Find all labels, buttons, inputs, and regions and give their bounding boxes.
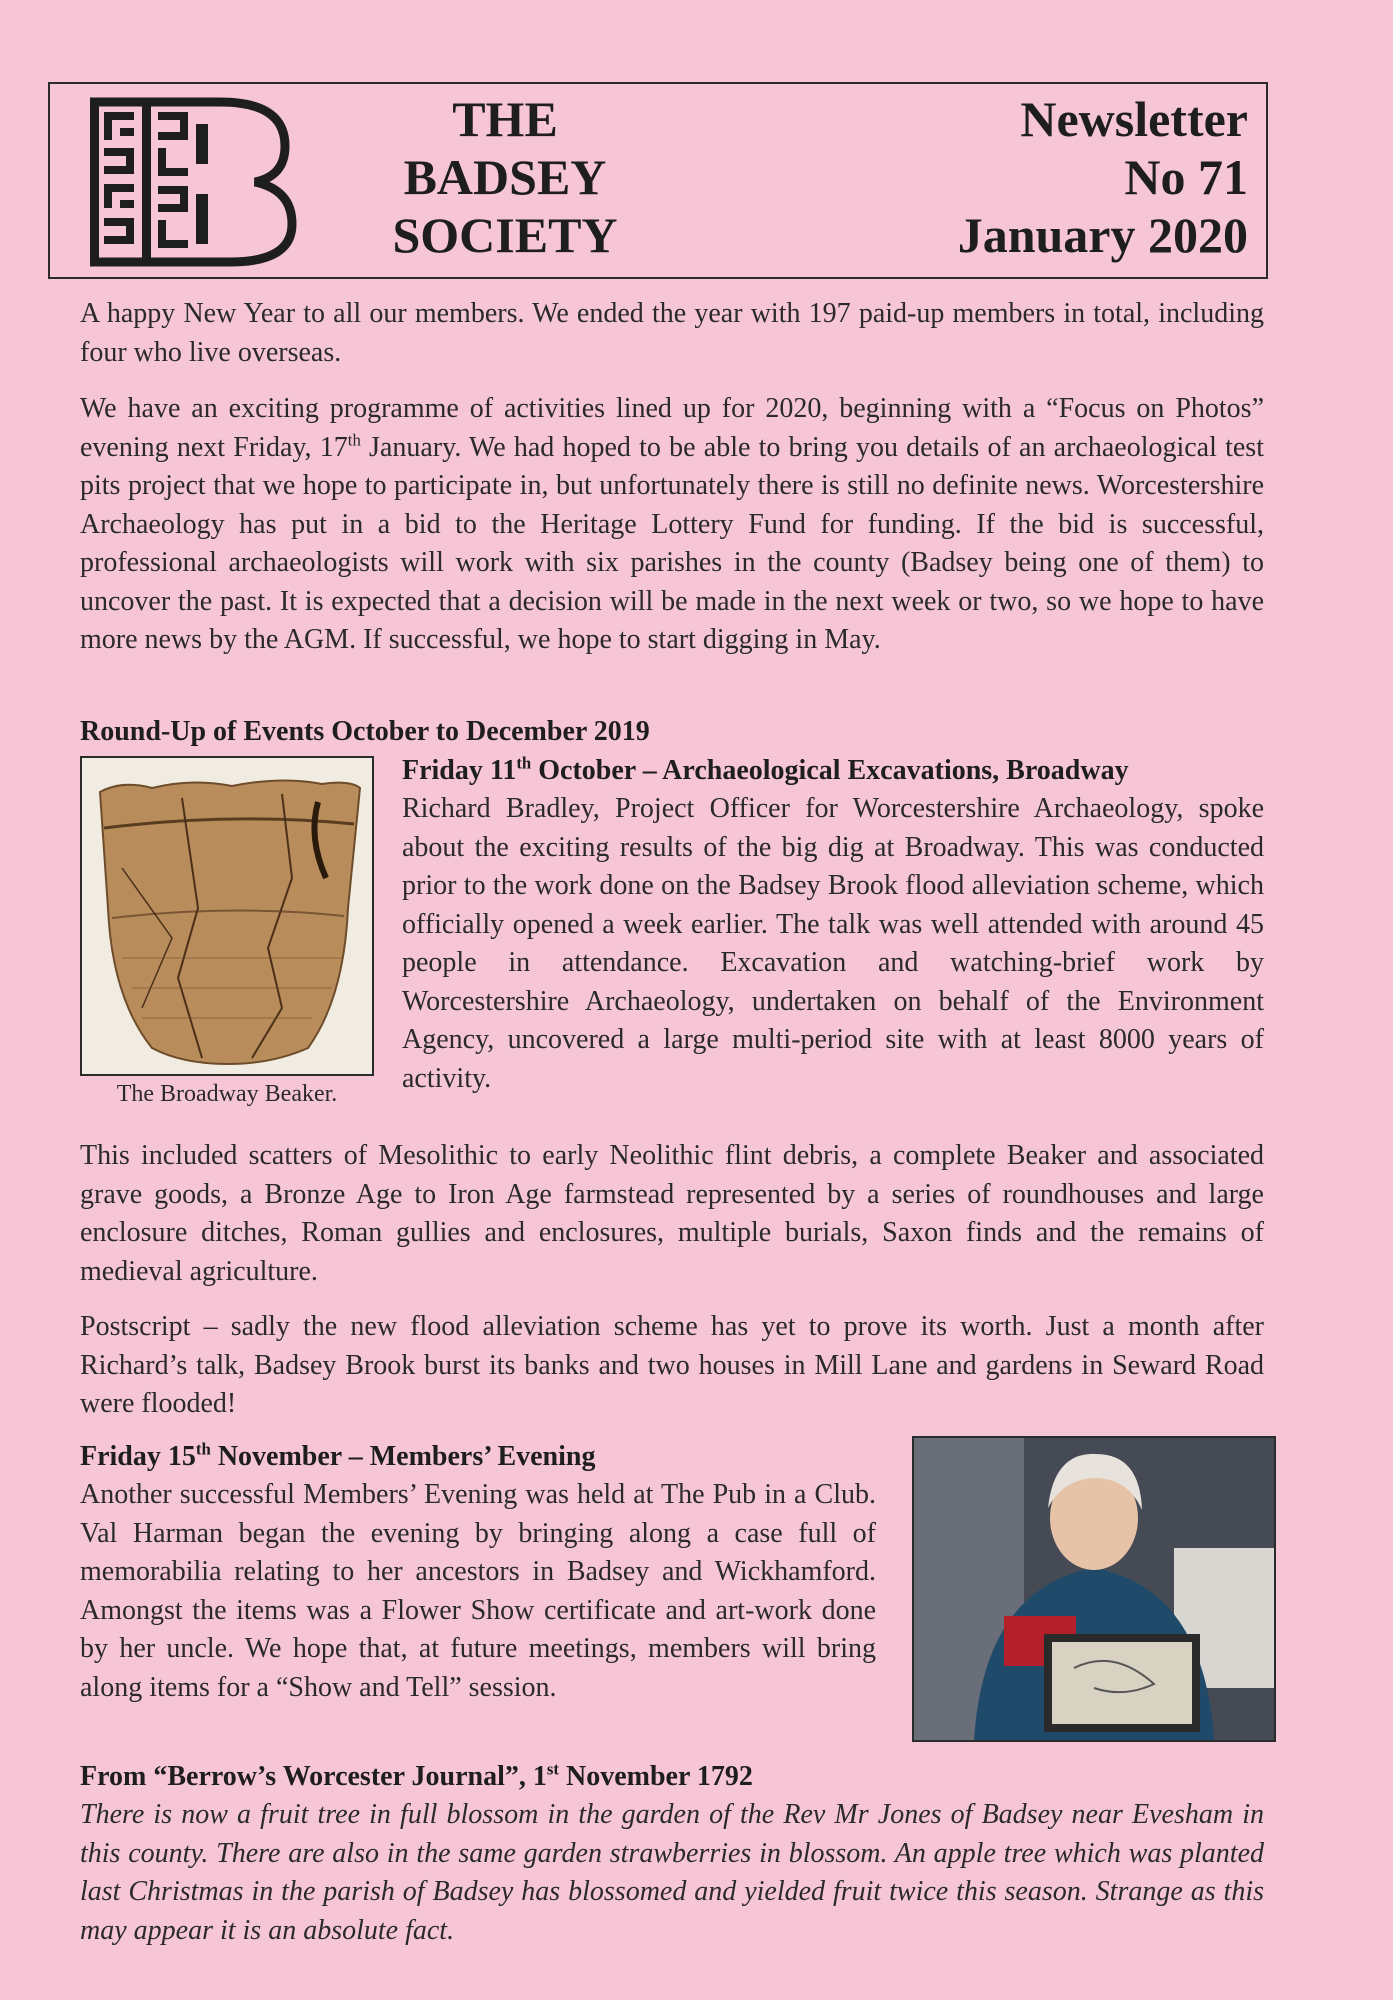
event1-heading: [402, 752, 1129, 790]
masthead: [48, 82, 1268, 279]
berrows-heading-sup: st: [546, 1759, 559, 1779]
society-name-line2: BADSEY: [403, 149, 607, 205]
event2-heading-text: Friday 15: [80, 1441, 196, 1472]
event2-heading-sup: th: [195, 1439, 211, 1459]
intro-paragraph-2: We have an exciting programme of activities lined up for 2020, beginning with a “Focus on Photos” evening next Friday, 17th January. We had hoped to be able to bring you details of an archaeological test pits project that we hope to participate in, but unfortunately there is still no definite news. Worcestershire Archaeology has put in a bid to the Heritage Lottery Fund for funding. If the bid is successful, professional archaeologists will work with six parishes in the county (Badsey being one of them) to uncover the past. It is expected that a decision will be made in the next week or two, so we hope to have more news by the AGM. If successful, we hope to start digging in May.: [80, 393, 1264, 655]
event1-heading-sup: th: [516, 753, 532, 773]
event1-body: Richard Bradley, Project Officer for Worcestershire Archaeology, spoke about the exciting results of the big dig at Broadway. This was conducted prior to the work done on the Badsey Brook flood alleviation scheme, which officially opened a week earlier. The talk was well attended with around 45 people in attendance. Excavation and watching-brief work by Worcestershire Archaeology, undertaken on behalf of the Environment Agency, uncovered a large multi-period site with at least 8000 years of activity.: [402, 793, 1264, 1094]
berrows-heading-text: From “Berrow’s Worcester Journal”, 1: [80, 1761, 547, 1792]
event2-heading: [80, 1438, 595, 1476]
society-name-line1: THE: [452, 91, 558, 147]
event1-continuation: This included scatters of Mesolithic to early Neolithic flint debris, a complete Beaker and associated grave goods, a Bronze Age to Iron Age farmstead represented by a series of roundhouses and large enclosure ditches, Roman gullies and enclosures, multiple burials, Saxon finds and the remains of medieval agriculture.: [80, 1140, 1264, 1287]
newsletter-issue: [828, 90, 1248, 264]
event2-body: Another successful Members’ Evening was held at The Pub in a Club. Val Harman began the evening by bringing along a case full of memorabilia relating to her ancestors in Badsey and Wickhamford. Amongst the items was a Flower Show certificate and art-work done by her uncle. We hope that, at future meetings, members will bring along items for a “Show and Tell” session.: [80, 1479, 876, 1703]
roundup-heading: Round-Up of Events October to December 2019: [80, 716, 650, 747]
date-ordinal-sup: th: [347, 430, 361, 450]
intro-paragraph-1: A happy New Year to all our members. We ended the year with 197 paid-up members in total, including four who live overseas.: [80, 298, 1264, 368]
society-name-line3: SOCIETY: [392, 207, 618, 263]
postscript-paragraph: Postscript – sadly the new flood alleviation scheme has yet to prove its worth. Just a month after Richard’s talk, Badsey Brook burst its banks and two houses in Mill Lane and gardens in Seward Road were flooded!: [80, 1311, 1264, 1419]
event1-heading-rest: October – Archaeological Excavations, Broadway: [531, 755, 1129, 786]
beaker-picture-icon: [82, 758, 372, 1074]
badsey-society-logo: [70, 94, 300, 269]
berrows-heading-rest: November 1792: [558, 1761, 753, 1792]
berrows-heading: [80, 1758, 753, 1796]
issue-date: January 2020: [957, 207, 1248, 263]
event1-heading-text: Friday 11: [402, 755, 517, 786]
event2-heading-rest: November – Members’ Evening: [210, 1441, 596, 1472]
society-name: [350, 90, 660, 264]
berrows-quote: There is now a fruit tree in full blossom in the garden of the Rev Mr Jones of Badsey near Evesham in this county. There are also in the same garden strawberries in blossom. An apple tree which was planted last Christmas in the parish of Badsey has blossomed and yielded fruit twice this season. Strange as this may appear it is an absolute fact.: [80, 1799, 1264, 1946]
member-photo-icon: [914, 1438, 1274, 1740]
broadway-beaker-image: [80, 756, 374, 1076]
newsletter-label: Newsletter: [1020, 91, 1248, 147]
members-evening-photo: [912, 1436, 1276, 1742]
issue-number: No 71: [1124, 149, 1248, 205]
beaker-caption: The Broadway Beaker.: [116, 1081, 338, 1107]
